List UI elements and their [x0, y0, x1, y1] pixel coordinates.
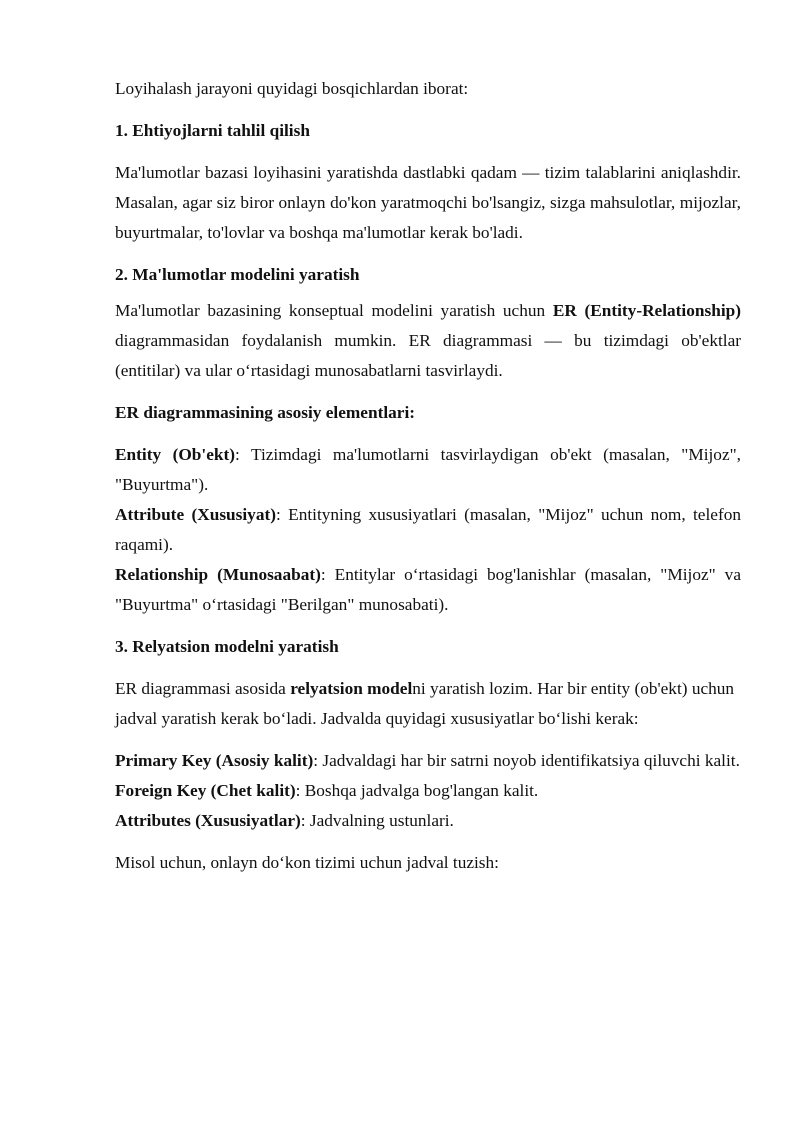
section-1-paragraph: Ma'lumotlar bazasi loyihasini yaratishda dastlabki qadam — tizim talablarini aniqlashdir. Masalan, agar siz biror onlayn do'kon yaratmoqchi bo'lsangiz, sizga mahsulotlar, mijozlar, buyurtmalar, to'lovlar va boshqa ma'lumotlar kerak bo'ladi. [115, 163, 741, 242]
definition-term: Entity (Ob'ekt) [115, 445, 235, 464]
er-elements-list [115, 440, 741, 620]
document-body [115, 74, 741, 878]
section-3-paragraph [115, 674, 741, 734]
er-element-relationship [115, 560, 741, 620]
definition-term: Attributes (Xususiyatlar) [115, 811, 301, 830]
definition-text: : Jadvaldagi har bir satrni noyob identifikatsiya qiluvchi kalit. [313, 751, 740, 770]
definition-text: : Boshqa jadvalga bog'langan kalit. [295, 781, 539, 800]
outro-text: Misol uchun, onlayn do‘kon tizimi uchun jadval tuzish: [115, 853, 499, 872]
key-types-list [115, 746, 741, 836]
er-element-entity [115, 440, 741, 500]
definition-text: : Tizimdagi ma'lumotlarni tasvirlaydigan ob'ekt (masalan, "Mijoz", "Buyurtma"). [115, 445, 741, 494]
section-2-paragraph [115, 296, 741, 386]
section-2-text-end: diagrammasidan foydalanish mumkin. ER diagrammasi — bu tizimdagi ob'ektlar (entitilar) va ular o‘rtasidagi munosabatlarni tasvirlaydi. [115, 331, 741, 380]
definition-text: : Jadvalning ustunlari. [300, 811, 454, 830]
er-element-attribute [115, 500, 741, 560]
definition-term: Attribute (Xususiyat) [115, 505, 276, 524]
section-3-text-start: ER diagrammasi asosida [115, 679, 291, 698]
definition-term: Foreign Key (Chet kalit) [115, 781, 296, 800]
section-2-bold-term: ER (Entity-Relationship) [552, 301, 741, 320]
section-1-heading: 1. Ehtiyojlarni tahlil qilish [115, 121, 310, 140]
key-type-foreign [115, 776, 741, 806]
section-3-heading: 3. Relyatsion modelni yaratish [115, 637, 339, 656]
section-2-heading: 2. Ma'lumotlar modelini yaratish [115, 265, 360, 284]
er-elements-heading: ER diagrammasining asosiy elementlari: [115, 403, 416, 422]
key-type-primary [115, 746, 741, 776]
section-3-bold-term: relyatsion model [290, 679, 413, 698]
intro-text: Loyihalash jarayoni quyidagi bosqichlardan iborat: [115, 79, 469, 98]
definition-term: Relationship (Munosaabat) [115, 565, 321, 584]
key-type-attributes [115, 806, 741, 836]
definition-text: : Entityning xususiyatlari (masalan, "Mijoz" uchun nom, telefon raqami). [115, 505, 741, 554]
definition-text: : Entitylar o‘rtasidagi bog'lanishlar (masalan, "Mijoz" va "Buyurtma" o‘rtasidagi "Berilgan" munosabati). [115, 565, 741, 614]
section-3-text-end: ni yaratish lozim. Har bir entity (ob'ekt) uchun jadval yaratish kerak bo‘ladi. Jadvalda quyidagi xususiyatlar bo‘lishi kerak: [115, 679, 735, 728]
section-2-text-start: Ma'lumotlar bazasining konseptual modelini yaratish uchun [115, 301, 553, 320]
definition-term: Primary Key (Asosiy kalit) [115, 751, 314, 770]
